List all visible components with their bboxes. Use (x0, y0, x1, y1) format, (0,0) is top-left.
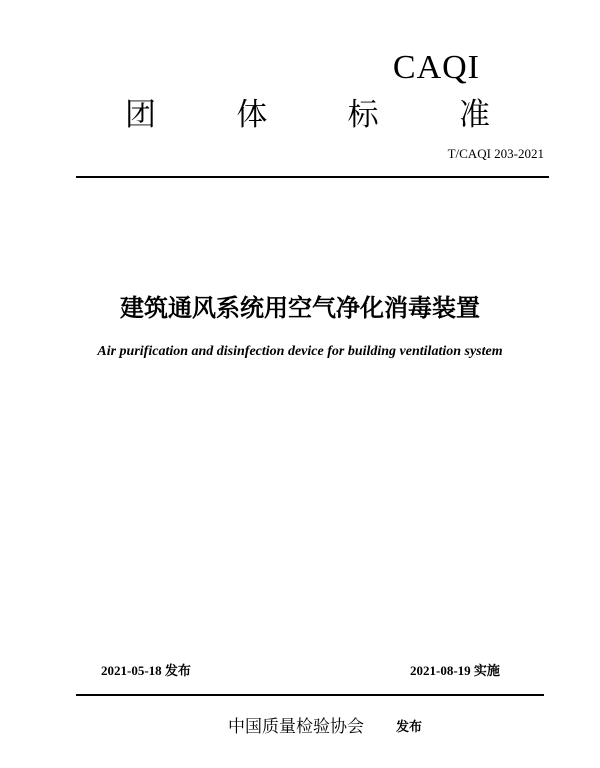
issuer-name: 中国质量检验协会 (228, 717, 364, 737)
org-code: CAQI (392, 49, 480, 86)
publish-date: 2021-05-18 (101, 663, 162, 678)
standard-type-char: 团 (125, 97, 156, 133)
implement-date-line (410, 662, 500, 681)
document-title-zh: 建筑通风系统用空气净化消毒装置 (120, 294, 480, 322)
document-title-en: Air purification and disinfection device for building ventilation system (97, 344, 503, 359)
top-divider (76, 176, 549, 178)
publish-label: 发布 (164, 664, 191, 679)
issuer-label: 发布 (396, 720, 423, 735)
standard-type-char: 体 (236, 97, 268, 133)
standard-type-char: 标 (347, 97, 379, 133)
implement-label: 实施 (473, 664, 500, 679)
standard-type-char: 准 (458, 97, 490, 133)
standard-number: T/CAQI 203-2021 (447, 146, 544, 161)
bottom-divider (76, 694, 544, 696)
standard-type (125, 95, 490, 135)
publish-date-line (101, 662, 191, 681)
implement-date: 2021-08-19 (410, 663, 471, 678)
